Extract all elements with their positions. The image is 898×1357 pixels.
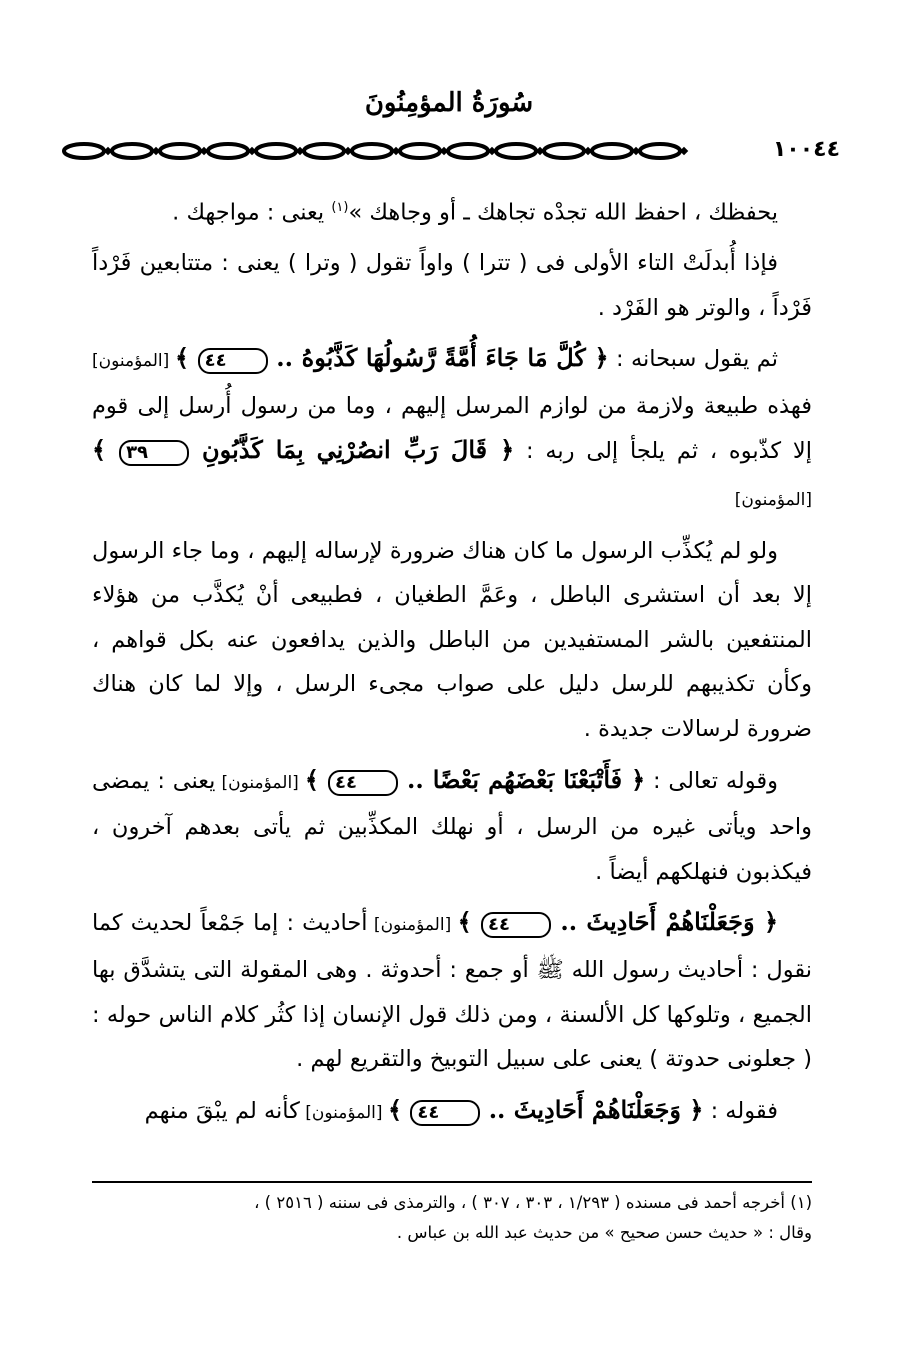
quran-verse: ﴿ وَجَعَلْنَاهُمْ أَحَادِيثَ .. [480,1094,704,1124]
paragraph [92,1088,812,1136]
chain-link [160,144,200,158]
chain-diamond [680,147,688,155]
chain-link [64,144,104,158]
quran-verse: ﴾ [92,435,120,465]
surah-reference: [المؤمنون] [92,351,175,372]
text-run: يعنى : مواجهك . [172,199,332,226]
text-run: ثم يقول سبحانه : [608,346,779,373]
text-run: فإذا أُبدلَتْ التاء الأولى فى ( تترا ) واواً تقول ( وترا ) يعنى : متتابعين فَرْداً فَرْداً ، والوتر هو الفَرْد . [92,250,812,321]
text-run: ولو لم يُكذِّب الرسول ما كان هناك ضرورة لإرساله إليهم ، وما جاء الرسول إلا بعد أن استشرى الباطل ، وعَمَّ الطغيان ، فطبيعى أنْ يُكذَّب من هؤلاء المنتفعين بالشر المستفيدين من الباطل والذين يدافعون عنه بكل قواهم ، وكأن تكذيبهم للرسل دليل على صواب مجىء الرسل ، وإلا لما كان هناك ضرورة لرسالات جديدة . [92,537,812,743]
quran-verse: ﴿ فَأَتْبَعْنَا بَعْضَهُم بَعْضًا .. [397,764,646,794]
chain-link [544,144,584,158]
quran-verse: ﴾ [457,907,482,937]
chain-link [400,144,440,158]
footnote-divider [92,1181,812,1183]
text-run: يحفظك ، احفظ الله تجدْه تجاهك ـ أو وجاهك » [348,199,778,226]
chain-link [352,144,392,158]
chain-link [592,144,632,158]
text-run: فهذه طبيعة ولازمة من لوازم المرسل إليهم ، وما من رسول أُرسل إلى قوم إلا كذّبوه ، ثم يلجأ إلى ربه : [92,392,813,465]
quran-verse: ﴾ [387,1094,411,1124]
text-run: وقوله تعالى : [645,767,778,794]
surah-title: سُورَةُ المؤمِنُونَ [364,88,534,118]
quran-verse: ﴿ كُلَّ مَا جَاءَ أُمَّةً رَّسُولُهَا كَذَّبُوهُ .. [267,343,609,373]
text-run: يعنى : يمضى واحد ويأتى غيره من الرسل ، أو نهلك المكذِّبين ثم يأتى بعدهم آخرون ، فيكذبون فنهلكهم أيضاً . [92,767,812,885]
quran-verse: ﴾ [174,343,198,373]
paragraph [92,336,812,522]
chain-link [640,144,680,158]
surah-reference: [المؤمنون] [215,772,305,793]
ayah-number-badge: ٤٤ [410,1100,480,1126]
page-number: ١٠٠٤٤ [767,137,846,162]
footnote-line: (١) أخرجه أحمد فى مسنده ( ١/٢٩٣ ، ٣٠٣ ، ٣٠٧ ) ، والترمذى فى سننه ( ٢٥١٦ ) ، [254,1193,812,1212]
chain-ornament-border [62,136,838,166]
chain-link [304,144,344,158]
surah-reference: [المؤمنون] [367,915,458,936]
footnote-marker: (١) [331,200,349,215]
quran-verse: ﴿ قَالَ رَبِّ انصُرْنِي بِمَا كَذَّبُونِ [189,435,515,465]
quran-verse: ﴿ وَجَعَلْنَاهُمْ أَحَادِيثَ .. [551,907,779,937]
ayah-number-badge: ٤٤ [198,348,268,374]
chain-ornament-graphic [62,136,838,166]
paragraph [92,900,812,1081]
surah-reference: [المؤمنون] [734,490,812,511]
ayah-number-badge: ٤٤ [328,770,398,796]
footnote-line: وقال : « حديث حسن صحيح » من حديث عبد الله بن عباس . [396,1223,812,1242]
paragraph [92,186,812,235]
body-text [92,186,812,1141]
surah-reference: [المؤمنون] [299,1102,388,1123]
ayah-number-badge: ٤٤ [481,912,551,938]
text-run: أحاديث : إما جَمْعاً لحديث كما نقول : أحاديث رسول الله ﷺ أو جمع : أحدوثة . وهى المقولة التى يتشدَّق بها الجميع ، وتلوكها كل الألسنة ، ومن ذلك قول الإنسان إذا كثُر كلام الناس حوله : ( جعلونى حدوتة ) يعنى على سبيل التوبيخ والتقريع لهم . [92,910,812,1073]
chain-link [208,144,248,158]
ayah-number-badge: ٣٩ [119,440,189,466]
text-run: كأنه لم يبْقَ منهم [144,1097,300,1124]
chain-link [256,144,296,158]
footnotes [92,1188,812,1248]
paragraph [92,758,812,895]
text-run: فقوله : [703,1097,778,1124]
paragraph [92,241,812,330]
chain-link [496,144,536,158]
chain-link [448,144,488,158]
paragraph [92,529,812,752]
quran-verse: ﴾ [304,764,328,794]
chain-link [112,144,152,158]
